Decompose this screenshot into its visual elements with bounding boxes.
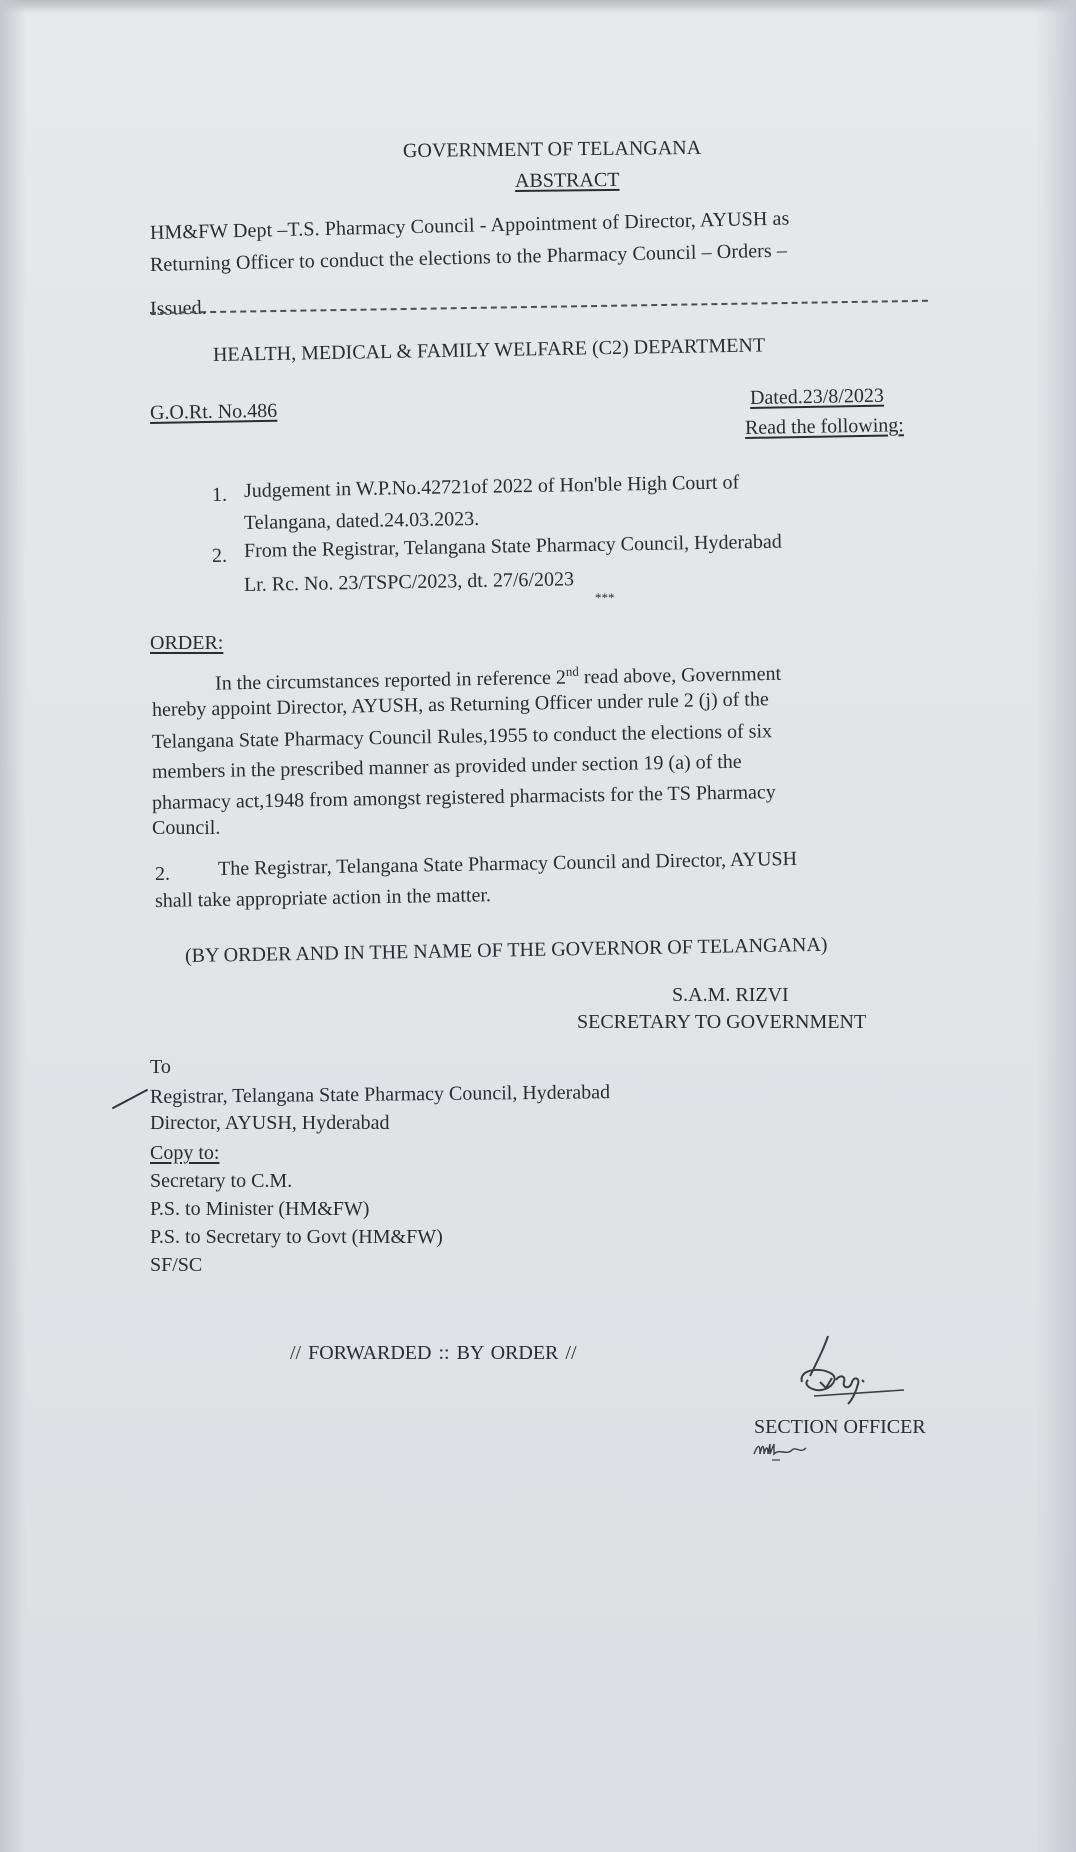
by-order-line: (BY ORDER AND IN THE NAME OF THE GOVERNOR OF TELANGANA)	[184, 933, 828, 967]
department-heading: HEALTH, MEDICAL & FAMILY WELFARE (C2) DEPARTMENT	[212, 334, 766, 366]
subject-line-1: HM&FW Dept –T.S. Pharmacy Council - Appointment of Director, AYUSH as	[149, 207, 790, 244]
page-shadow-top	[0, 0, 1076, 14]
order-para-2-line-2: shall take appropriate action in the matter.	[154, 884, 492, 912]
reference-2-number: 2.	[211, 544, 228, 567]
divider-dashed	[150, 300, 928, 314]
order-para-2-line-1: The Registrar, Telangana State Pharmacy Council and Director, AYUSH	[217, 847, 798, 880]
subject-line-2: Returning Officer to conduct the elections to the Pharmacy Council – Orders –	[149, 239, 788, 276]
government-heading: GOVERNMENT OF TELANGANA	[402, 136, 702, 162]
reference-1-number: 1.	[211, 483, 228, 506]
order-para-2-number: 2.	[155, 863, 170, 885]
to-label: To	[150, 1056, 171, 1078]
copy-1: Secretary to C.M.	[150, 1170, 293, 1192]
go-number: G.O.Rt. No.486	[149, 399, 278, 424]
reference-2-line-2: Lr. Rc. No. 23/TSPC/2023, dt. 27/6/2023	[243, 568, 575, 596]
copy-4: SF/SC	[150, 1254, 203, 1276]
handwritten-tick-mark	[112, 1089, 148, 1110]
recipient-2: Director, AYUSH, Hyderabad	[150, 1112, 390, 1134]
separator-stars: ***	[595, 590, 615, 605]
page-shadow-right	[1036, 0, 1076, 1852]
order-para-1-line-6: Council.	[152, 817, 221, 839]
copy-2: P.S. to Minister (HM&FW)	[150, 1198, 370, 1220]
reference-1-line-2: Telangana, dated.24.03.2023.	[243, 507, 480, 534]
signatory-name: S.A.M. RIZVI	[672, 984, 789, 1006]
forwarded-line: // FORWARDED :: BY ORDER //	[290, 1342, 577, 1364]
section-officer-label: SECTION OFFICER	[754, 1416, 926, 1438]
reference-1-line-1: Judgement in W.P.No.42721of 2022 of Hon'ble High Court of	[243, 471, 740, 502]
subject-line-3: Issued.	[149, 296, 208, 320]
signatory-title: SECRETARY TO GOVERNMENT	[577, 1011, 867, 1033]
handwritten-signature	[780, 1330, 930, 1420]
recipient-1: Registrar, Telangana State Pharmacy Council, Hyderabad	[149, 1081, 611, 1108]
reference-2-line-1: From the Registrar, Telangana State Pharmacy Council, Hyderabad	[243, 530, 782, 562]
handwritten-initials	[752, 1440, 822, 1462]
abstract-heading: ABSTRACT	[514, 168, 620, 192]
read-following: Read the following:	[744, 414, 905, 439]
copy-3: P.S. to Secretary to Govt (HM&FW)	[150, 1226, 443, 1248]
order-heading: ORDER:	[150, 632, 224, 654]
page-shadow-left	[0, 0, 26, 1852]
order-para-1-line-3: Telangana State Pharmacy Council Rules,1955 to conduct the elections of six	[151, 720, 773, 753]
copy-to-label: Copy to:	[150, 1142, 220, 1164]
dated: Dated.23/8/2023	[749, 384, 885, 409]
order-para-1-line-1: In the circumstances reported in reference 2nd read above, Government	[214, 662, 782, 695]
order-para-1-line-2: hereby appoint Director, AYUSH, as Returning Officer under rule 2 (j) of the	[151, 688, 769, 721]
order-para-1-line-4: members in the prescribed manner as provided under section 19 (a) of the	[151, 750, 742, 783]
order-para-1-line-5: pharmacy act,1948 from amongst registered pharmacists for the TS Pharmacy	[151, 781, 776, 814]
